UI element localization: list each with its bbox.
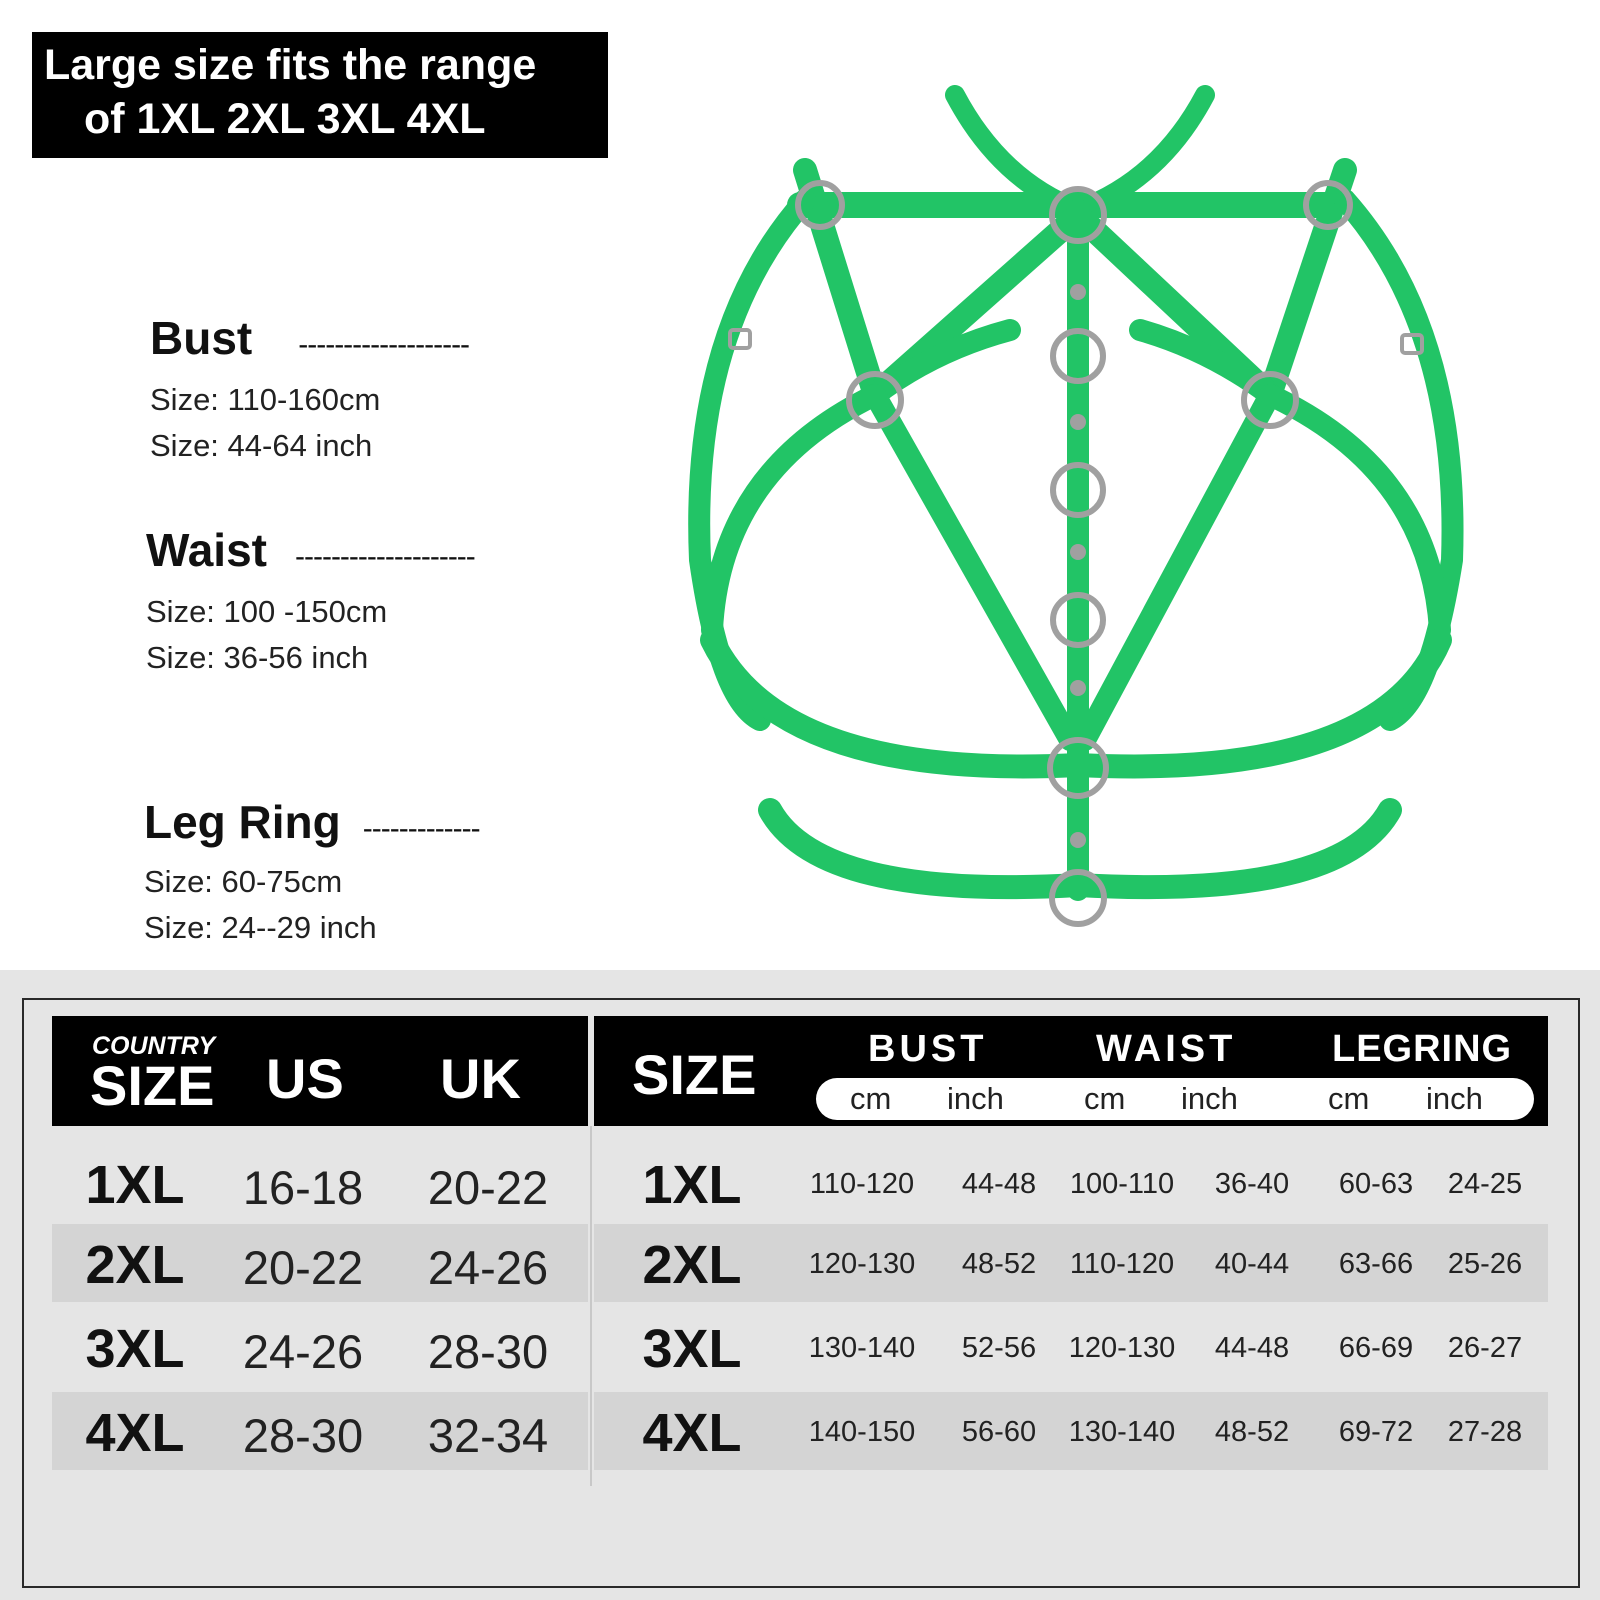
waist-dash-line: -------------------- bbox=[294, 540, 475, 573]
cell-size: 3XL bbox=[642, 1319, 742, 1379]
cell-waist-inch: 36-40 bbox=[1214, 1168, 1290, 1200]
waist-size-cm: Size: 100 -150cm bbox=[146, 594, 388, 629]
cell-leg-cm: 63-66 bbox=[1338, 1248, 1414, 1280]
leg-ring-measurement bbox=[144, 796, 480, 951]
header-uk: UK bbox=[440, 1047, 521, 1110]
bust-size-inch: Size: 44-64 inch bbox=[150, 428, 373, 463]
cell-leg-cm: 60-63 bbox=[1338, 1168, 1414, 1200]
cell-waist-inch: 44-48 bbox=[1214, 1332, 1290, 1364]
cell-country-size: 3XL bbox=[85, 1319, 185, 1379]
cell-uk: 24-26 bbox=[427, 1241, 549, 1294]
leg-ring-size-inch: Size: 24--29 inch bbox=[144, 910, 377, 945]
header-size: SIZE bbox=[632, 1043, 757, 1106]
unit-waist-cm: cm bbox=[1084, 1081, 1126, 1116]
unit-bust-inch: inch bbox=[947, 1081, 1004, 1116]
cell-waist-inch: 40-44 bbox=[1214, 1248, 1290, 1280]
banner-line-1: Large size fits the range bbox=[44, 41, 537, 89]
cell-uk: 20-22 bbox=[427, 1161, 549, 1214]
header-us: US bbox=[266, 1047, 344, 1110]
bust-label: Bust bbox=[150, 312, 253, 364]
cell-bust-cm: 110-120 bbox=[809, 1168, 915, 1200]
country-size-header bbox=[52, 1016, 588, 1126]
harness-product-image bbox=[680, 80, 1500, 940]
cell-us: 20-22 bbox=[242, 1241, 364, 1294]
cell-leg-inch: 25-26 bbox=[1447, 1248, 1523, 1280]
cell-size: 4XL bbox=[642, 1403, 742, 1463]
cell-leg-inch: 24-25 bbox=[1447, 1168, 1523, 1200]
measurement-header bbox=[594, 1016, 1548, 1126]
size-chart-section bbox=[0, 970, 1600, 1600]
cell-country-size: 4XL bbox=[85, 1403, 185, 1463]
leg-ring-dash-line: ------------- bbox=[362, 812, 480, 845]
header-bust: BUST bbox=[868, 1028, 988, 1070]
cell-size: 1XL bbox=[642, 1155, 742, 1215]
cell-bust-inch: 52-56 bbox=[961, 1332, 1037, 1364]
cell-bust-cm: 120-130 bbox=[808, 1248, 916, 1280]
cell-waist-cm: 100-110 bbox=[1069, 1168, 1175, 1200]
table-divider bbox=[590, 1126, 592, 1486]
header-country: COUNTRY bbox=[92, 1032, 216, 1060]
leg-ring-size-cm: Size: 60-75cm bbox=[144, 864, 343, 899]
header-country-size: SIZE bbox=[90, 1054, 215, 1117]
cell-leg-inch: 27-28 bbox=[1447, 1416, 1523, 1448]
cell-us: 28-30 bbox=[242, 1409, 364, 1462]
waist-size-inch: Size: 36-56 inch bbox=[146, 640, 369, 675]
cell-bust-cm: 140-150 bbox=[808, 1416, 916, 1448]
unit-waist-inch: inch bbox=[1181, 1081, 1238, 1116]
cell-waist-cm: 120-130 bbox=[1068, 1332, 1176, 1364]
cell-uk: 28-30 bbox=[427, 1325, 549, 1378]
bust-measurement bbox=[150, 312, 469, 469]
size-range-banner bbox=[32, 32, 608, 158]
cell-bust-cm: 130-140 bbox=[808, 1332, 916, 1364]
cell-leg-inch: 26-27 bbox=[1447, 1332, 1523, 1364]
cell-waist-cm: 110-120 bbox=[1069, 1248, 1175, 1280]
cell-us: 24-26 bbox=[242, 1325, 364, 1378]
waist-measurement bbox=[146, 524, 475, 681]
cell-us: 16-18 bbox=[242, 1161, 364, 1214]
unit-leg-inch: inch bbox=[1426, 1081, 1483, 1116]
cell-bust-inch: 48-52 bbox=[961, 1248, 1037, 1280]
cell-country-size: 1XL bbox=[85, 1155, 185, 1215]
leg-ring-label: Leg Ring bbox=[144, 796, 341, 848]
cell-leg-cm: 69-72 bbox=[1338, 1416, 1414, 1448]
header-legring: LEGRING bbox=[1332, 1028, 1513, 1070]
bust-size-cm: Size: 110-160cm bbox=[150, 382, 381, 417]
bust-dash-line: ------------------- bbox=[298, 328, 470, 361]
units-pill bbox=[816, 1078, 1534, 1120]
cell-bust-inch: 56-60 bbox=[961, 1416, 1037, 1448]
unit-leg-cm: cm bbox=[1328, 1081, 1370, 1116]
banner-line-2: of 1XL 2XL 3XL 4XL bbox=[84, 95, 486, 143]
cell-bust-inch: 44-48 bbox=[961, 1168, 1037, 1200]
cell-country-size: 2XL bbox=[85, 1235, 185, 1295]
cell-waist-cm: 130-140 bbox=[1068, 1416, 1176, 1448]
header-waist: WAIST bbox=[1096, 1028, 1237, 1070]
cell-waist-inch: 48-52 bbox=[1214, 1416, 1290, 1448]
waist-label: Waist bbox=[146, 524, 267, 576]
unit-bust-cm: cm bbox=[850, 1081, 892, 1116]
cell-size: 2XL bbox=[642, 1235, 742, 1295]
cell-leg-cm: 66-69 bbox=[1338, 1332, 1414, 1364]
cell-uk: 32-34 bbox=[427, 1409, 549, 1462]
